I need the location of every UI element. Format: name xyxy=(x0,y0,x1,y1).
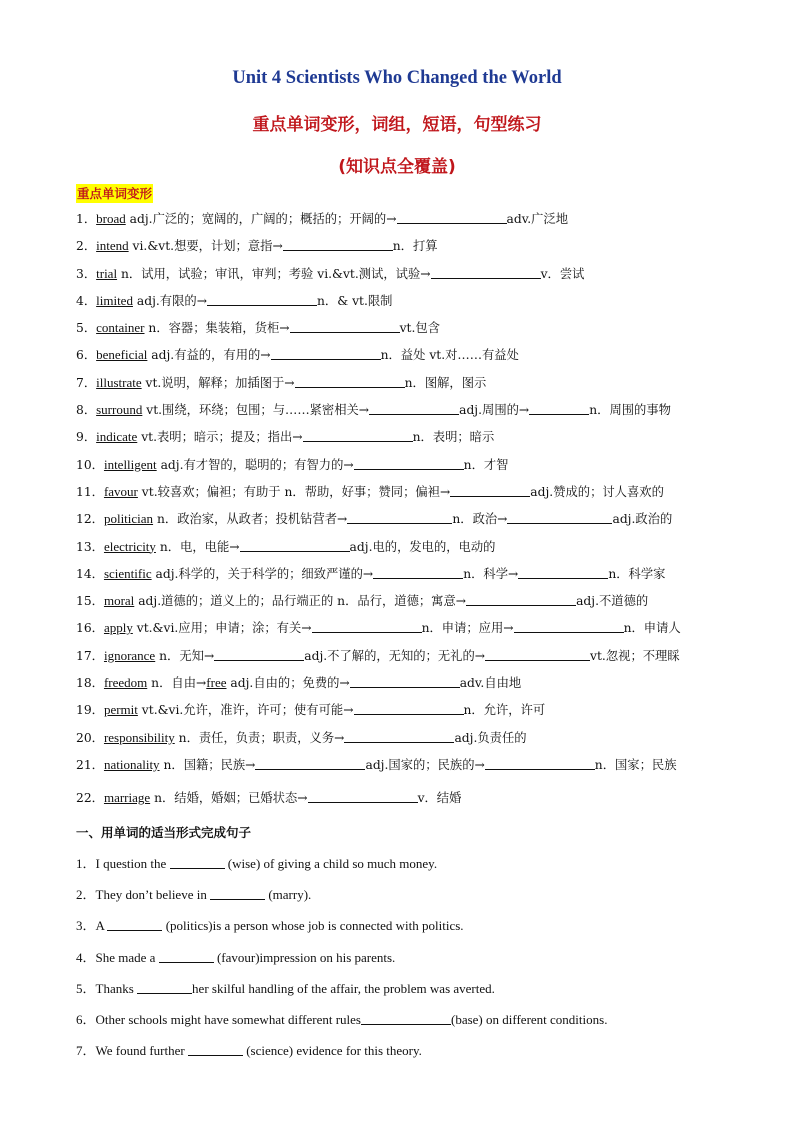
key-word: surround xyxy=(96,402,143,418)
answer-blank[interactable] xyxy=(518,566,608,579)
list-item: 4．limited adj.有限的→ n．& vt.限制 xyxy=(76,292,393,308)
answer-blank[interactable] xyxy=(170,856,225,869)
key-word: favour xyxy=(103,483,138,499)
answer-blank[interactable] xyxy=(271,347,381,360)
list-item: 2．They don’t believe in (marry). xyxy=(76,887,312,903)
list-item: 1．I question the (wise) of giving a child so much money. xyxy=(76,856,438,871)
list-item: 19．permit vt.&vi.允许，准许，许可；使有可能→ n．允许，许可 xyxy=(76,702,546,718)
list-item: 17．ignorance n．无知→ adj.不了解的，无知的；无礼的→ vt.忽视；不理睬 xyxy=(76,647,680,663)
key-word: container xyxy=(96,320,145,336)
answer-blank[interactable] xyxy=(303,429,413,442)
key-word: moral xyxy=(103,593,135,609)
key-word: apply xyxy=(103,620,133,636)
list-item: 20．responsibility n．责任，负责；职责，义务→ adj.负责任的 xyxy=(76,729,527,745)
list-item: 5．container n．容器；集装箱，货柜→ vt.包含 xyxy=(76,320,441,336)
list-item: 1．broad adj.广泛的；宽阔的，广阔的；概括的；开阔的→ adv.广泛地 xyxy=(76,211,569,226)
list-item: 3．trial n．试用，试验；审讯，审判；考验 vi.&vt.测试，试验→ v．尝试 xyxy=(76,265,585,281)
answer-blank[interactable] xyxy=(485,648,590,661)
list-item: 7．We found further (science) evidence for this theory. xyxy=(76,1043,422,1059)
page-subtitle: 重点单词变形，词组，短语，句型练习 xyxy=(252,115,542,135)
list-item: 12．politician n．政治家，从政者；投机钻营者→ n．政治→ adj.政治的 xyxy=(76,511,673,527)
answer-blank[interactable] xyxy=(397,211,507,224)
key-word: free xyxy=(206,675,227,691)
answer-blank[interactable] xyxy=(308,790,418,803)
answer-blank[interactable] xyxy=(369,402,459,415)
key-word: electricity xyxy=(103,538,156,554)
answer-blank[interactable] xyxy=(214,648,304,661)
answer-blank[interactable] xyxy=(159,950,214,963)
key-word: illustrate xyxy=(96,374,142,390)
answer-blank[interactable] xyxy=(514,620,624,633)
page-title: Unit 4 Scientists Who Changed the World xyxy=(232,68,562,88)
answer-blank[interactable] xyxy=(207,293,317,306)
answer-blank[interactable] xyxy=(312,620,422,633)
key-word: scientific xyxy=(103,565,152,581)
list-item: 15．moral adj.道德的；道义上的；品行端正的 n．品行，道德；寓意→ adj.不道德的 xyxy=(76,593,649,609)
page-note: (知识点全覆盖) xyxy=(338,157,456,177)
section-heading-sentences: 一、用单词的适当形式完成句子 xyxy=(76,825,252,840)
answer-blank[interactable] xyxy=(107,918,162,931)
list-item: 22．marriage n．结婚，婚姻；已婚状态→ v．结婚 xyxy=(76,790,462,806)
answer-blank[interactable] xyxy=(529,402,589,415)
key-word: indicate xyxy=(96,429,138,445)
list-item: 13．electricity n．电，电能→ adj.电的，发电的，电动的 xyxy=(76,538,496,554)
answer-blank[interactable] xyxy=(188,1043,243,1056)
answer-blank[interactable] xyxy=(347,511,452,524)
answer-blank[interactable] xyxy=(450,484,530,497)
list-item: 7．illustrate vt.说明，解释；加插图于→ n．图解，图示 xyxy=(76,374,487,390)
answer-blank[interactable] xyxy=(354,457,464,470)
answer-blank[interactable] xyxy=(290,320,400,333)
answer-blank[interactable] xyxy=(507,511,612,524)
list-item: 10．intelligent adj.有才智的，聪明的；有智力的→ n．才智 xyxy=(76,456,509,472)
key-word: beneficial xyxy=(96,347,148,363)
list-item: 4．She made a (favour)impression on his parents. xyxy=(76,949,396,965)
answer-blank[interactable] xyxy=(361,1012,451,1025)
list-item: 6．Other schools might have somewhat different rules (base) on different conditions. xyxy=(76,1011,608,1027)
list-item: 9．indicate vt.表明；暗示；提及；指出→ n．表明；暗示 xyxy=(76,429,495,445)
list-item: 21．nationality n．国籍；民族→ adj.国家的；民族的→ n．国家；民族 xyxy=(76,756,677,772)
answer-blank[interactable] xyxy=(283,238,393,251)
list-item: 8．surround vt.围绕，环绕；包围；与……紧密相关→ adj.周围的→ n．周围的事物 xyxy=(76,402,671,418)
answer-blank[interactable] xyxy=(344,730,454,743)
list-item: 16．apply vt.&vi.应用；申请；涂；有关→ n．申请；应用→ n．申请人 xyxy=(76,620,681,636)
list-item: 6．beneficial adj.有益的，有用的→ n．益处 vt.对……有益处 xyxy=(76,347,519,363)
key-word: limited xyxy=(96,292,133,308)
answer-blank[interactable] xyxy=(255,757,365,770)
list-item: 3．A (politics)is a person whose job is connected with politics. xyxy=(76,918,464,934)
sentence-list xyxy=(76,848,766,1066)
key-word: intend xyxy=(96,238,129,254)
answer-blank[interactable] xyxy=(354,702,464,715)
key-word: responsibility xyxy=(103,729,175,745)
key-word: trial xyxy=(96,265,118,281)
answer-blank[interactable] xyxy=(210,887,265,900)
list-item: 5．Thanks her skilful handling of the affair, the problem was averted. xyxy=(76,980,495,996)
answer-blank[interactable] xyxy=(137,981,192,994)
key-word: ignorance xyxy=(103,647,156,663)
list-item: 2．intend vi.&vt.想要，计划；意指→ n．打算 xyxy=(76,238,438,254)
key-word: freedom xyxy=(103,675,148,691)
answer-blank[interactable] xyxy=(466,593,576,606)
list-item: 18．freedom n．自由→free adj.自由的；免费的→ adv.自由地 xyxy=(76,675,522,691)
key-word: permit xyxy=(103,702,138,718)
section-heading-vocab: 重点单词变形 xyxy=(77,186,153,201)
answer-blank[interactable] xyxy=(350,675,460,688)
key-word: marriage xyxy=(103,790,151,806)
answer-blank[interactable] xyxy=(485,757,595,770)
answer-blank[interactable] xyxy=(295,375,405,388)
answer-blank[interactable] xyxy=(373,566,463,579)
key-word: broad xyxy=(96,211,126,226)
key-word: intelligent xyxy=(103,456,157,472)
vocab-list xyxy=(76,205,766,812)
list-item: 11．favour vt.较喜欢；偏袒；有助于 n．帮助，好事；赞同；偏袒→ adj.赞成的；讨人喜欢的 xyxy=(76,483,664,499)
key-word: politician xyxy=(103,511,154,527)
answer-blank[interactable] xyxy=(431,266,541,279)
list-item: 14．scientific adj.科学的，关于科学的；细致严谨的→ n．科学→ n．科学家 xyxy=(76,565,666,581)
answer-blank[interactable] xyxy=(240,539,350,552)
key-word: nationality xyxy=(103,756,160,772)
